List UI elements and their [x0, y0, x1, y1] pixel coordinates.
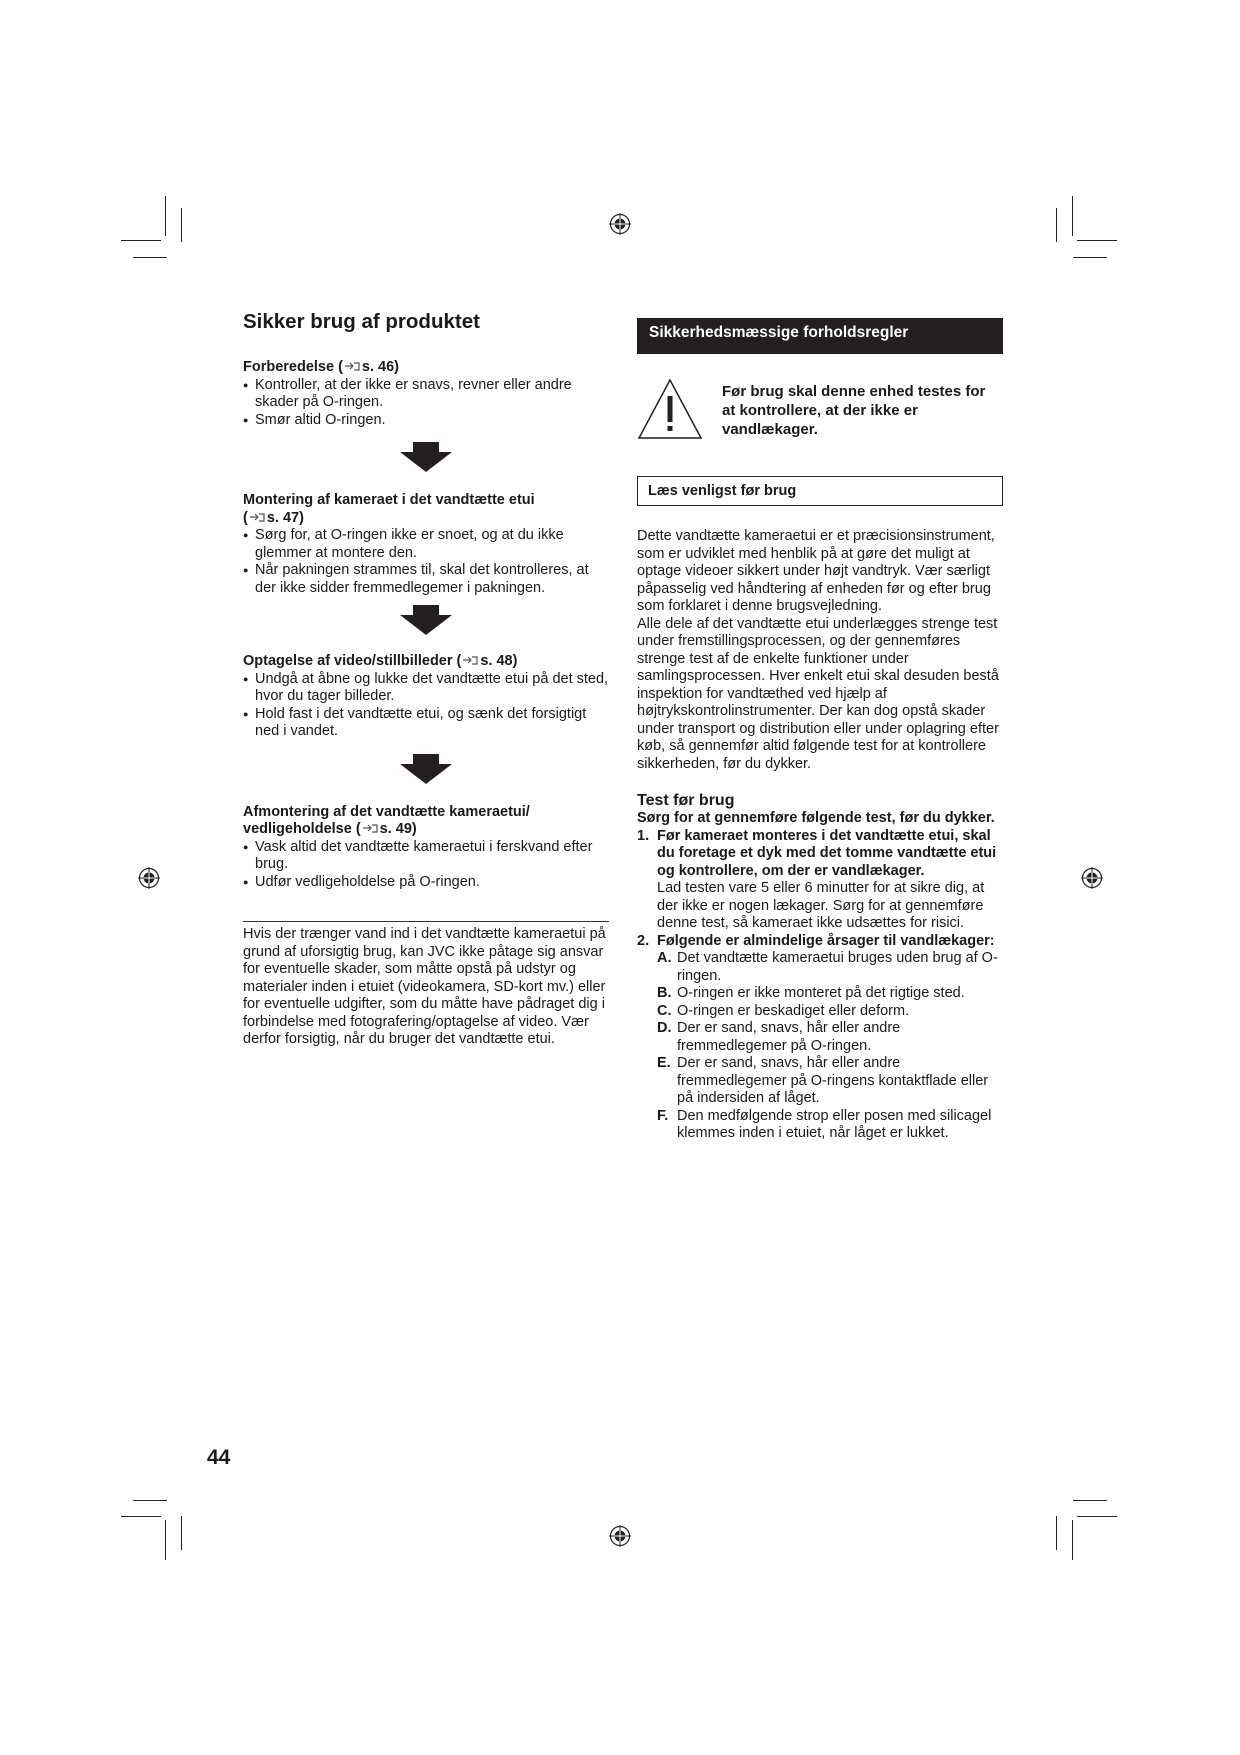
warning-block [637, 378, 1003, 448]
warning-text: Før brug skal denne enhed testes for at kontrollere, at der ikke er vandlækager. [722, 383, 986, 438]
left-column [243, 310, 609, 1049]
bullet-list [243, 527, 609, 597]
list-item: ● Undgå at åbne og lukke det vandtætte etui på det sted, hvor du tager billeder. [243, 671, 609, 706]
test-steps [637, 828, 1003, 1143]
section-heading: Optagelse af video/stillbilleder ( [243, 653, 462, 669]
read-before-use-box: Læs venligst før brug [637, 476, 1003, 506]
page-reference[interactable]: s. 47 [266, 509, 300, 526]
down-arrow-icon [400, 605, 452, 635]
page-reference[interactable]: s. 48 [480, 653, 513, 669]
section-heading: Afmontering af det vandtætte kameraetui/ [243, 803, 530, 820]
registration-mark-icon [1081, 867, 1103, 889]
list-item: C. O-ringen er beskadiget eller deform. [657, 1002, 910, 1019]
section-preparation: Forberedelse ( s. 46) ● Kontroller, at der ikke er snavs, revner eller andre skader på O-ringen. ● Smør altid O-ringen. [243, 359, 609, 429]
list-item: ● Smør altid O-ringen. [243, 412, 609, 430]
page-reference-icon [362, 823, 378, 834]
warning-icon [637, 378, 703, 440]
down-arrow-icon [400, 442, 452, 472]
registration-mark-icon [609, 213, 631, 235]
bullet-list [243, 377, 609, 430]
page-reference-icon [462, 655, 478, 666]
intro-paragraph: Dette vandtætte kameraetui er et præcisionsinstrument, som er udviklet med henblik på at gøre det muligt at optage videoer sikkert under højt vandtryk. Vær særligt påpasselig ved håndtering af enheden før og efter brug som forklaret i denne brugsvejledning. [637, 528, 995, 614]
list-item: 1. Før kameraet monteres i det vandtætte etui, skal du foretage et dyk med det tomme vandtætte etui og kontrollere, om der er vandlækager. Lad testen vare 5 eller 6 minutter for at sikre dig, at der ikke er nogen lækager. Sørg for at gennemføre denne test, så kameraet ikke udsættes for risici. [637, 827, 997, 931]
list-item: A. Det vandtætte kameraetui bruges uden brug af O-ringen. [657, 950, 998, 984]
list-item: ● Udfør vedligeholdelse på O-ringen. [243, 874, 609, 892]
list-item: D. Der er sand, snavs, hår eller andre fremmedlegemer på O-ringen. [657, 1020, 901, 1054]
list-item: ● Sørg for, at O-ringen ikke er snoet, og at du ikke glemmer at montere den. [243, 527, 609, 562]
page-reference[interactable]: s. 46 [361, 359, 395, 375]
bullet-list [243, 671, 609, 741]
test-subheading: Sørg for at gennemføre følgende test, før du dykker. [637, 810, 995, 826]
section-removal: Afmontering af det vandtætte kameraetui/ vedligeholdelse ( s. 49) ● Vask altid det vandtætte kameraetui i ferskvand efter brug. ● Udfør vedligeholdelse på O-ringen. [243, 804, 609, 892]
causes-list [657, 950, 1003, 1143]
page-reference-icon [344, 361, 360, 372]
down-arrow-icon [400, 754, 452, 784]
registration-mark-icon [609, 1525, 631, 1547]
list-item: ● Kontroller, at der ikke er snavs, revner eller andre skader på O-ringen. [243, 377, 609, 412]
page-number: 44 [207, 1446, 231, 1469]
tests-paragraph: Alle dele af det vandtætte etui underlægges strenge test under fremstillingsprocessen, og der gennemføres strenge test af de enkelte funktioner under samlingsprocessen. Hver enkelt etui skal desuden bestå inspektion for vandtæthed ved hjælp af højtrykskontrolinstrumenter. Der kan dog opstå skader under transport og distribution eller under oplagring efter køb, så gennemfør altid følgende test for at kontrollere sikkerheden, før du dykker. [637, 615, 999, 772]
registration-mark-icon [138, 867, 160, 889]
right-column [637, 318, 1003, 1143]
section-heading: Forberedelse ( [243, 359, 343, 375]
list-item: E. Der er sand, snavs, hår eller andre fremmedlegemer på O-ringens kontaktflade eller på indersiden af låget. [657, 1055, 989, 1106]
section-recording: Optagelse af video/stillbilleder ( s. 48) ● Undgå at åbne og lukke det vandtætte etui på det sted, hvor du tager billeder. ● Hold fast i det vandtætte etui, og sænk det forsigtigt ned i vandet. [243, 653, 609, 741]
list-item: ● Vask altid det vandtætte kameraetui i ferskvand efter brug. [243, 839, 609, 874]
list-item: F. Den medfølgende strop eller posen med silicagel klemmes inden i etuiet, når låget er lukket. [657, 1107, 992, 1141]
test-heading: Test før brug [637, 792, 735, 809]
section-mounting: Montering af kameraet i det vandtætte etui ( s. 47) ● Sørg for, at O-ringen ikke er snoet, og at du ikke glemmer at montere den. ● Når pakningen strammes til, skal det kontrolleres, at der ikke sidder fremmedlegemer i pakningen. [243, 492, 609, 597]
page-reference-icon [249, 512, 265, 523]
list-item: ● Når pakningen strammes til, skal det kontrolleres, at der ikke sidder fremmedlegemer i pakningen. [243, 562, 609, 597]
list-item: B. O-ringen er ikke monteret på det rigtige sted. [657, 985, 965, 1001]
page-title: Sikker brug af produktet [243, 310, 480, 333]
section-heading: Montering af kameraet i det vandtætte etui [243, 492, 535, 508]
page-reference[interactable]: s. 49 [379, 821, 412, 837]
disclaimer: Hvis der trænger vand ind i det vandtætte kameraetui på grund af uforsigtig brug, kan JVC ikke påtage sig ansvar for eventuelle skader, som måtte opstå på udstyr og materialer inden i etuiet (videokamera, SD-kort mv.) eller for eventuelle udgifter, som du måtte have pådraget dig i forbindelse med fotografering/optagelse af video. Vær derfor forsigtig, når du bruger det vandtætte etui. [243, 921, 609, 1049]
list-item: ● Hold fast i det vandtætte etui, og sænk det forsigtigt ned i vandet. [243, 706, 609, 741]
bullet-list [243, 839, 609, 892]
list-item: 2. Følgende er almindelige årsager til vandlækager: A. Det vandtætte kameraetui bruges uden brug af O-ringen. B. O-ringen er ikke monteret på det rigtige sted. C. O-ringen er beskadiget eller deform. D. Der er sand, snavs, hår eller andre fremmedlegemer på O-ringen. E. Der er sand, snavs, hår eller andre fremmedlegemer på O-ringens kontaktflade eller på indersiden af låget. F. Den medfølgende strop eller posen med silicagel klemmes inden i etuiet, når låget er lukket. [637, 933, 1003, 1143]
safety-banner: Sikkerhedsmæssige forholdsregler [637, 318, 1003, 354]
